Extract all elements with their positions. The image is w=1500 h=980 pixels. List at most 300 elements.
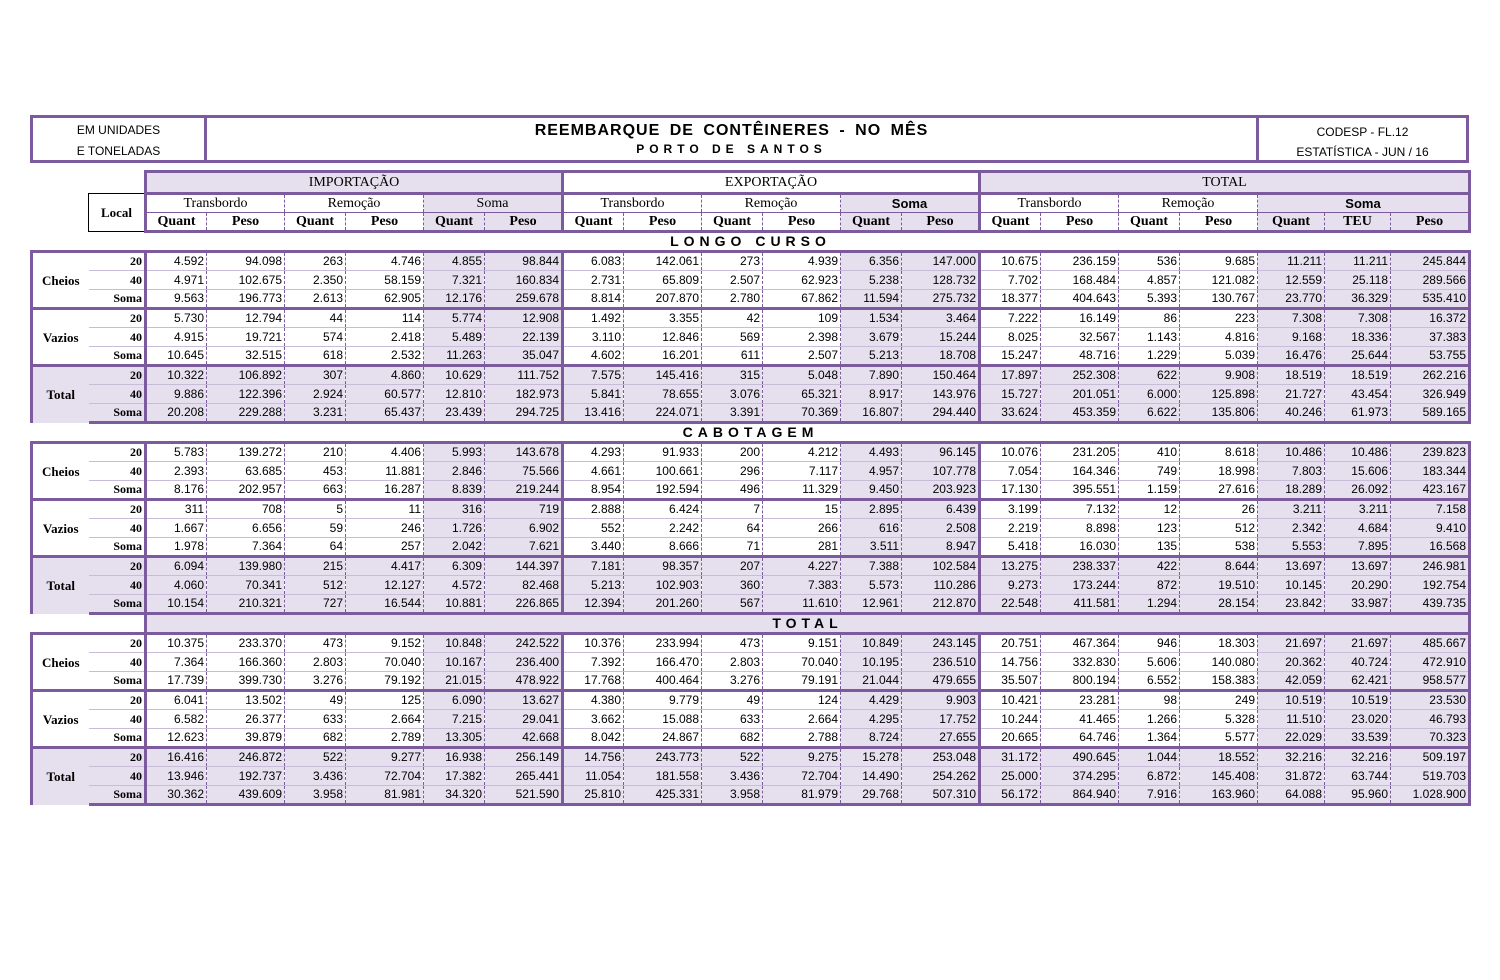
table-row	[32, 404, 1470, 423]
table-cell: 21.697	[1258, 634, 1325, 653]
table-cell: 12.623	[146, 729, 207, 748]
table-cell: 332.830	[1041, 653, 1119, 672]
table-cell: 6.439	[902, 500, 980, 519]
table-cell: 183.344	[1391, 462, 1470, 481]
table-cell: 4.915	[146, 328, 207, 347]
table-cell: 1.726	[424, 519, 485, 538]
table-cell: 9.685	[1180, 252, 1258, 271]
table-cell: 12.394	[563, 595, 624, 614]
table-cell: 140.080	[1180, 653, 1258, 672]
col-quant: Quant	[1258, 213, 1325, 232]
table-cell: 12.794	[207, 309, 285, 328]
table-cell: 2.350	[285, 271, 346, 290]
table-cell: 3.958	[285, 786, 346, 805]
table-cell: 6.872	[1119, 767, 1180, 786]
row-size-label: 40	[89, 328, 146, 347]
table-cell: 266	[763, 519, 841, 538]
table-cell: 9.277	[346, 748, 424, 767]
table-cell: 7.916	[1119, 786, 1180, 805]
table-cell: 10.629	[424, 366, 485, 385]
table-cell: 360	[702, 576, 763, 595]
table-cell: 41.465	[1041, 710, 1119, 729]
table-cell: 5.573	[841, 576, 902, 595]
table-cell: 2.393	[146, 462, 207, 481]
table-cell: 567	[702, 595, 763, 614]
table-cell: 26	[1180, 500, 1258, 519]
table-cell: 5	[285, 500, 346, 519]
table-cell: 144.397	[485, 557, 563, 576]
table-cell: 13.946	[146, 767, 207, 786]
table-row	[32, 290, 1470, 309]
table-cell: 6.309	[424, 557, 485, 576]
table-cell: 1.492	[563, 309, 624, 328]
table-cell: 478.922	[485, 672, 563, 691]
table-cell: 7.621	[485, 538, 563, 557]
table-cell: 12.908	[485, 309, 563, 328]
table-cell: 6.582	[146, 710, 207, 729]
table-cell: 42.059	[1258, 672, 1325, 691]
table-cell: 490.645	[1041, 748, 1119, 767]
table-cell: 12.176	[424, 290, 485, 309]
table-cell: 10.486	[1258, 443, 1325, 462]
table-cell: 63.744	[1325, 767, 1391, 786]
table-cell: 14.756	[563, 748, 624, 767]
table-cell: 109	[763, 309, 841, 328]
page-subtitle: PORTO DE SANTOS	[636, 142, 827, 156]
table-cell: 44	[285, 309, 346, 328]
table-cell: 16.544	[346, 595, 424, 614]
table-cell: 29.041	[485, 710, 563, 729]
table-cell: 18.377	[980, 290, 1041, 309]
table-row	[32, 653, 1470, 672]
table-cell: 467.364	[1041, 634, 1119, 653]
table-cell: 207	[702, 557, 763, 576]
table-cell: 13.697	[1325, 557, 1391, 576]
table-cell: 39.879	[207, 729, 285, 748]
table-cell: 622	[1119, 366, 1180, 385]
row-size-label: Soma	[89, 595, 146, 614]
table-cell: 618	[285, 347, 346, 366]
table-cell: 21.697	[1325, 634, 1391, 653]
table-cell: 273	[702, 252, 763, 271]
table-cell: 4.746	[346, 252, 424, 271]
table-cell: 10.076	[980, 443, 1041, 462]
table-cell: 4.860	[346, 366, 424, 385]
table-cell: 5.418	[980, 538, 1041, 557]
table-cell: 7.308	[1258, 309, 1325, 328]
table-cell: 4.602	[563, 347, 624, 366]
table-cell: 16.416	[146, 748, 207, 767]
table-cell: 7.158	[1391, 500, 1470, 519]
table-cell: 2.532	[346, 347, 424, 366]
table-cell: 12.961	[841, 595, 902, 614]
table-cell: 182.973	[485, 385, 563, 404]
table-cell: 243.145	[902, 634, 980, 653]
table-cell: 9.450	[841, 481, 902, 500]
local-header: Local	[89, 194, 146, 232]
table-cell: 7.383	[763, 576, 841, 595]
row-size-label: Soma	[89, 538, 146, 557]
table-cell: 238.337	[1041, 557, 1119, 576]
table-cell: 49	[285, 691, 346, 710]
table-cell: 65.437	[346, 404, 424, 423]
table-cell: 64.088	[1258, 786, 1325, 805]
table-cell: 43.454	[1325, 385, 1391, 404]
table-cell: 42	[702, 309, 763, 328]
table-cell: 2.418	[346, 328, 424, 347]
table-row	[32, 538, 1470, 557]
table-cell: 574	[285, 328, 346, 347]
table-cell: 522	[702, 748, 763, 767]
table-row	[32, 252, 1470, 271]
table-cell: 473	[702, 634, 763, 653]
table-cell: 9.410	[1391, 519, 1470, 538]
table-cell: 496	[702, 481, 763, 500]
table-cell: 56.172	[980, 786, 1041, 805]
table-cell: 1.159	[1119, 481, 1180, 500]
table-cell: 7.181	[563, 557, 624, 576]
table-cell: 21.015	[424, 672, 485, 691]
table-cell: 42.668	[485, 729, 563, 748]
table-cell: 8.947	[902, 538, 980, 557]
table-cell: 4.572	[424, 576, 485, 595]
table-cell: 252.308	[1041, 366, 1119, 385]
table-cell: 7.117	[763, 462, 841, 481]
col-quant: Quant	[424, 213, 485, 232]
col-peso: Peso	[485, 213, 563, 232]
table-cell: 8.176	[146, 481, 207, 500]
table-cell: 147.000	[902, 252, 980, 271]
table-cell: 5.841	[563, 385, 624, 404]
table-cell: 4.295	[841, 710, 902, 729]
table-cell: 11.594	[841, 290, 902, 309]
table-cell: 17.752	[902, 710, 980, 729]
table-cell: 569	[702, 328, 763, 347]
table-cell: 249	[1180, 691, 1258, 710]
table-cell: 10.376	[563, 634, 624, 653]
table-cell: 6.000	[1119, 385, 1180, 404]
table-row	[32, 462, 1470, 481]
col-peso: Peso	[1180, 213, 1258, 232]
table-cell: 16.201	[624, 347, 702, 366]
table-cell: 10.486	[1325, 443, 1391, 462]
row-size-label: 20	[89, 500, 146, 519]
table-cell: 10.519	[1325, 691, 1391, 710]
table-cell: 72.704	[346, 767, 424, 786]
table-cell: 65.321	[763, 385, 841, 404]
group-header-importacao: IMPORTAÇÃO	[146, 172, 563, 194]
table-cell: 5.783	[146, 443, 207, 462]
table-cell: 1.266	[1119, 710, 1180, 729]
table-cell: 246.872	[207, 748, 285, 767]
table-cell: 18.303	[1180, 634, 1258, 653]
table-cell: 36.329	[1325, 290, 1391, 309]
table-cell: 46.793	[1391, 710, 1470, 729]
row-size-label: 20	[89, 443, 146, 462]
row-group-label: Vazios	[32, 500, 89, 557]
table-cell: 16.938	[424, 748, 485, 767]
table-cell: 18.708	[902, 347, 980, 366]
table-cell: 102.675	[207, 271, 285, 290]
table-cell: 35.507	[980, 672, 1041, 691]
table-cell: 472.910	[1391, 653, 1470, 672]
table-cell: 2.780	[702, 290, 763, 309]
table-cell: 5.238	[841, 271, 902, 290]
table-cell: 20.362	[1258, 653, 1325, 672]
table-cell: 16.030	[1041, 538, 1119, 557]
table-cell: 5.774	[424, 309, 485, 328]
table-cell: 800.194	[1041, 672, 1119, 691]
table-cell: 611	[702, 347, 763, 366]
table-row	[32, 443, 1470, 462]
table-cell: 2.664	[763, 710, 841, 729]
table-cell: 102.903	[624, 576, 702, 595]
table-cell: 11.610	[763, 595, 841, 614]
table-cell: 4.429	[841, 691, 902, 710]
table-cell: 473	[285, 634, 346, 653]
table-cell: 86	[1119, 309, 1180, 328]
table-row	[32, 309, 1470, 328]
table-cell: 12.846	[624, 328, 702, 347]
table-cell: 552	[563, 519, 624, 538]
table-cell: 294.440	[902, 404, 980, 423]
table-cell: 7.575	[563, 366, 624, 385]
table-cell: 16.568	[1391, 538, 1470, 557]
row-size-label: 40	[89, 385, 146, 404]
table-cell: 3.211	[1325, 500, 1391, 519]
table-cell: 62.421	[1325, 672, 1391, 691]
table-cell: 4.661	[563, 462, 624, 481]
table-cell: 7.364	[146, 653, 207, 672]
table-cell: 4.060	[146, 576, 207, 595]
row-group-label: Cheios	[32, 252, 89, 309]
table-cell: 100.661	[624, 462, 702, 481]
table-cell: 10.145	[1258, 576, 1325, 595]
table-cell: 150.464	[902, 366, 980, 385]
table-cell: 111.752	[485, 366, 563, 385]
table-cell: 9.903	[902, 691, 980, 710]
table-cell: 10.195	[841, 653, 902, 672]
col-peso: Peso	[346, 213, 424, 232]
table-cell: 8.814	[563, 290, 624, 309]
table-cell: 145.408	[1180, 767, 1258, 786]
table-cell: 6.902	[485, 519, 563, 538]
table-cell: 32.216	[1258, 748, 1325, 767]
table-cell: 3.511	[841, 538, 902, 557]
table-cell: 453.359	[1041, 404, 1119, 423]
table-cell: 64.746	[1041, 729, 1119, 748]
table-cell: 164.346	[1041, 462, 1119, 481]
table-cell: 5.048	[763, 366, 841, 385]
table-cell: 589.165	[1391, 404, 1470, 423]
col-quant: Quant	[146, 213, 207, 232]
table-cell: 40.724	[1325, 653, 1391, 672]
table-cell: 23.020	[1325, 710, 1391, 729]
row-size-label: 20	[89, 252, 146, 271]
table-cell: 31.872	[1258, 767, 1325, 786]
table-cell: 98.357	[624, 557, 702, 576]
table-cell: 10.421	[980, 691, 1041, 710]
table-cell: 15.244	[902, 328, 980, 347]
table-cell: 81.979	[763, 786, 841, 805]
table-cell: 9.563	[146, 290, 207, 309]
table-cell: 289.566	[1391, 271, 1470, 290]
table-cell: 2.242	[624, 519, 702, 538]
table-cell: 2.895	[841, 500, 902, 519]
table-cell: 72.704	[763, 767, 841, 786]
table-cell: 10.375	[146, 634, 207, 653]
table-cell: 254.262	[902, 767, 980, 786]
table-cell: 173.244	[1041, 576, 1119, 595]
table-cell: 262.216	[1391, 366, 1470, 385]
table-row	[32, 481, 1470, 500]
table-cell: 192.594	[624, 481, 702, 500]
table-cell: 17.130	[980, 481, 1041, 500]
row-size-label: 40	[89, 653, 146, 672]
col-peso: Peso	[902, 213, 980, 232]
table-cell: 12.559	[1258, 271, 1325, 290]
table-cell: 3.958	[702, 786, 763, 805]
row-size-label: 40	[89, 767, 146, 786]
table-cell: 6.622	[1119, 404, 1180, 423]
table-cell: 5.328	[1180, 710, 1258, 729]
page-title: REEMBARQUE DE CONTÊINERES - NO MÊS	[534, 122, 929, 139]
row-size-label: Soma	[89, 481, 146, 500]
table-cell: 143.678	[485, 443, 563, 462]
table-cell: 168.484	[1041, 271, 1119, 290]
table-cell: 14.756	[980, 653, 1041, 672]
table-cell: 425.331	[624, 786, 702, 805]
row-size-label: Soma	[89, 404, 146, 423]
table-cell: 4.592	[146, 252, 207, 271]
row-size-label: 20	[89, 691, 146, 710]
table-cell: 9.886	[146, 385, 207, 404]
table-cell: 25.118	[1325, 271, 1391, 290]
subheader-soma: Soma	[424, 194, 563, 213]
table-cell: 15	[763, 500, 841, 519]
table-cell: 7.132	[1041, 500, 1119, 519]
table-cell: 102.584	[902, 557, 980, 576]
table-cell: 3.199	[980, 500, 1041, 519]
table-cell: 749	[1119, 462, 1180, 481]
table-cell: 11.211	[1258, 252, 1325, 271]
table-cell: 7.702	[980, 271, 1041, 290]
table-cell: 7.890	[841, 366, 902, 385]
section-title: LONGO CURSO	[670, 233, 831, 249]
table-cell: 65.809	[624, 271, 702, 290]
table-cell: 12.810	[424, 385, 485, 404]
table-cell: 2.803	[285, 653, 346, 672]
col-teu: TEU	[1325, 213, 1391, 232]
table-cell: 263	[285, 252, 346, 271]
table-cell: 17.897	[980, 366, 1041, 385]
table-cell: 6.356	[841, 252, 902, 271]
table-cell: 294.725	[485, 404, 563, 423]
table-cell: 25.810	[563, 786, 624, 805]
table-cell: 181.558	[624, 767, 702, 786]
table-cell: 616	[841, 519, 902, 538]
table-cell: 16.372	[1391, 309, 1470, 328]
table-cell: 2.789	[346, 729, 424, 748]
section-title-row	[32, 423, 1470, 443]
table-cell: 479.655	[902, 672, 980, 691]
table-cell: 192.737	[207, 767, 285, 786]
table-cell: 25.000	[980, 767, 1041, 786]
table-cell: 201.260	[624, 595, 702, 614]
table-cell: 3.436	[285, 767, 346, 786]
table-cell: 2.507	[702, 271, 763, 290]
table-cell: 20.751	[980, 634, 1041, 653]
table-cell: 114	[346, 309, 424, 328]
table-cell: 423.167	[1391, 481, 1470, 500]
table-cell: 19.721	[207, 328, 285, 347]
table-cell: 6.041	[146, 691, 207, 710]
table-cell: 2.731	[563, 271, 624, 290]
table-cell: 62.923	[763, 271, 841, 290]
table-cell: 122.396	[207, 385, 285, 404]
table-cell: 224.071	[624, 404, 702, 423]
table-cell: 311	[146, 500, 207, 519]
table-cell: 727	[285, 595, 346, 614]
table-cell: 4.855	[424, 252, 485, 271]
table-cell: 201.051	[1041, 385, 1119, 404]
table-cell: 315	[702, 366, 763, 385]
table-cell: 538	[1180, 538, 1258, 557]
table-cell: 4.227	[763, 557, 841, 576]
row-group-label: Cheios	[32, 443, 89, 500]
table-cell: 219.244	[485, 481, 563, 500]
table-cell: 22.029	[1258, 729, 1325, 748]
table-cell: 946	[1119, 634, 1180, 653]
table-cell: 15.606	[1325, 462, 1391, 481]
row-size-label: Soma	[89, 729, 146, 748]
table-cell: 145.416	[624, 366, 702, 385]
table-cell: 958.577	[1391, 672, 1470, 691]
table-cell: 48.716	[1041, 347, 1119, 366]
table-cell: 33.624	[980, 404, 1041, 423]
col-peso: Peso	[207, 213, 285, 232]
table-cell: 23.842	[1258, 595, 1325, 614]
table-cell: 8.666	[624, 538, 702, 557]
table-cell: 27.616	[1180, 481, 1258, 500]
table-cell: 246.981	[1391, 557, 1470, 576]
table-cell: 32.567	[1041, 328, 1119, 347]
table-cell: 18.289	[1258, 481, 1325, 500]
table-cell: 40.246	[1258, 404, 1325, 423]
table-cell: 210	[285, 443, 346, 462]
row-size-label: 40	[89, 519, 146, 538]
table-cell: 63.685	[207, 462, 285, 481]
col-peso: Peso	[624, 213, 702, 232]
table-cell: 8.042	[563, 729, 624, 748]
table-cell: 24.867	[624, 729, 702, 748]
table-cell: 21.044	[841, 672, 902, 691]
table-cell: 64	[285, 538, 346, 557]
table-cell: 16.287	[346, 481, 424, 500]
table-cell: 212.870	[902, 595, 980, 614]
table-cell: 166.470	[624, 653, 702, 672]
table-cell: 210.321	[207, 595, 285, 614]
col-peso: Peso	[763, 213, 841, 232]
table-row	[32, 366, 1470, 385]
table-cell: 16.476	[1258, 347, 1325, 366]
table-cell: 5.993	[424, 443, 485, 462]
table-cell: 125	[346, 691, 424, 710]
table-cell: 160.834	[485, 271, 563, 290]
table-cell: 7.803	[1258, 462, 1325, 481]
table-cell: 20.290	[1325, 576, 1391, 595]
table-cell: 8.917	[841, 385, 902, 404]
